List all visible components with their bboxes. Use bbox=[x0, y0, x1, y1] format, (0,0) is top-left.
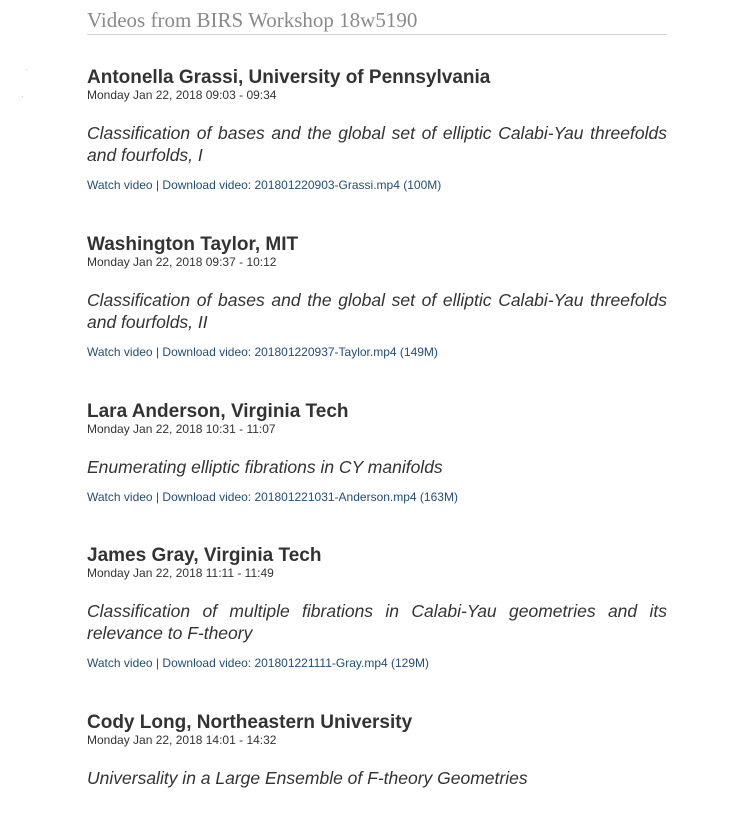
talk-datetime: Monday Jan 22, 2018 10:31 - 11:07 bbox=[87, 422, 276, 436]
page-title: Videos from BIRS Workshop 18w5190 bbox=[87, 0, 667, 35]
decorative-dot bbox=[22, 96, 23, 97]
download-video-link[interactable]: Download video: 201801221031-Anderson.mp4 (163M) bbox=[162, 490, 458, 504]
video-links bbox=[87, 345, 667, 359]
talk-title: Enumerating elliptic fibrations in CY manifolds bbox=[87, 457, 443, 477]
talk-datetime: Monday Jan 22, 2018 11:11 - 11:49 bbox=[87, 566, 274, 580]
talk-entry bbox=[87, 67, 667, 192]
talk-title: Universality in a Large Ensemble of F-theory Geometries bbox=[87, 768, 528, 788]
link-separator: | bbox=[155, 490, 160, 504]
link-separator: | bbox=[155, 345, 160, 359]
talk-title: Classification of bases and the global set of elliptic Calabi-Yau threefolds and fourfolds, II bbox=[87, 290, 667, 332]
decorative-dot bbox=[26, 69, 27, 70]
talk-title: Classification of bases and the global set of elliptic Calabi-Yau threefolds and fourfolds, I bbox=[87, 123, 667, 165]
talk-datetime: Monday Jan 22, 2018 14:01 - 14:32 bbox=[87, 733, 277, 747]
video-list-page bbox=[87, 0, 667, 788]
download-video-link[interactable]: Download video: 201801221111-Gray.mp4 (129M) bbox=[162, 656, 430, 670]
download-video-link[interactable]: Download video: 201801220903-Grassi.mp4 (100M) bbox=[162, 178, 442, 192]
talk-entry bbox=[87, 545, 667, 670]
video-links bbox=[87, 656, 667, 670]
watch-video-link[interactable]: Watch video bbox=[87, 345, 153, 359]
talk-entry bbox=[87, 234, 667, 359]
talk-title: Classification of multiple fibrations in Calabi-Yau geometries and its relevance to F-theory bbox=[87, 601, 667, 643]
speaker-name: Lara Anderson, Virginia Tech bbox=[87, 401, 349, 422]
speaker-name: James Gray, Virginia Tech bbox=[87, 545, 322, 566]
speaker-name: Antonella Grassi, University of Pennsylvania bbox=[87, 67, 491, 88]
link-separator: | bbox=[155, 656, 160, 670]
talk-datetime: Monday Jan 22, 2018 09:03 - 09:34 bbox=[87, 88, 277, 102]
talk-entry bbox=[87, 712, 667, 789]
talk-datetime: Monday Jan 22, 2018 09:37 - 10:12 bbox=[87, 255, 277, 269]
video-links bbox=[87, 178, 667, 192]
speaker-name: Washington Taylor, MIT bbox=[87, 234, 299, 255]
download-video-link[interactable]: Download video: 201801220937-Taylor.mp4 (149M) bbox=[162, 345, 438, 359]
link-separator: | bbox=[155, 178, 160, 192]
speaker-name: Cody Long, Northeastern University bbox=[87, 712, 413, 733]
watch-video-link[interactable]: Watch video bbox=[87, 178, 153, 192]
watch-video-link[interactable]: Watch video bbox=[87, 656, 153, 670]
talk-entry bbox=[87, 401, 667, 504]
watch-video-link[interactable]: Watch video bbox=[87, 490, 153, 504]
video-links bbox=[87, 490, 667, 504]
